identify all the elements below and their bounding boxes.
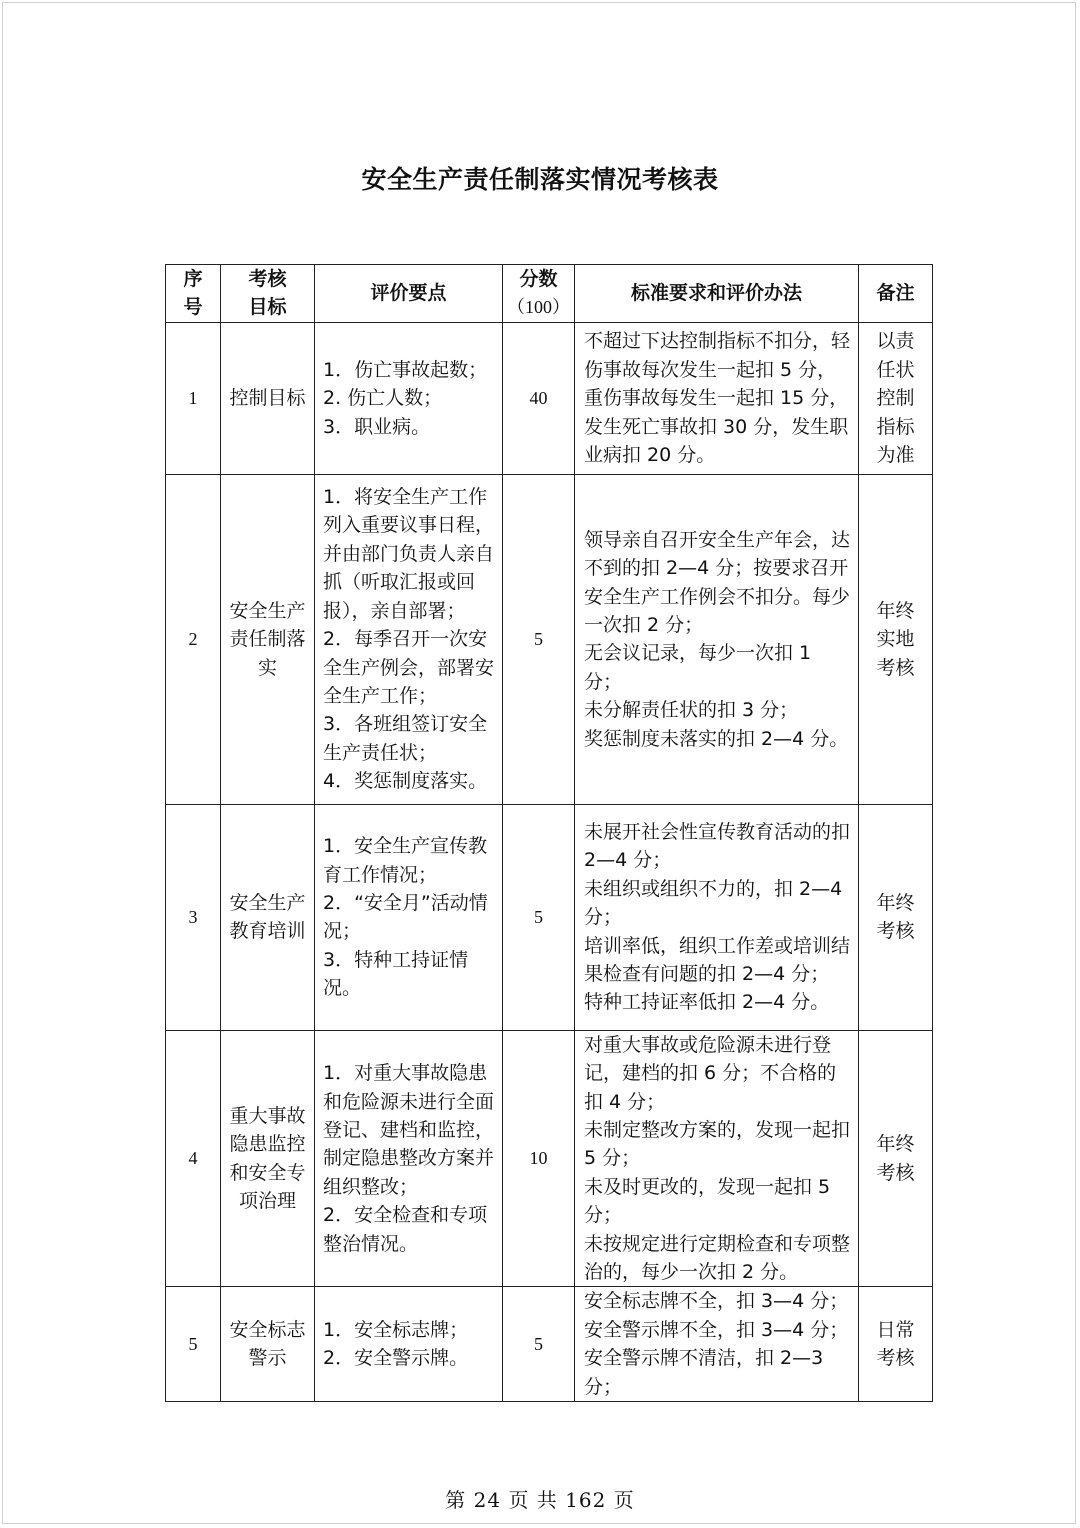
evaluation-point: 1．伤亡事故起数； bbox=[323, 358, 488, 381]
standard-item: 未组织或组织不力的，扣 2—4 分； bbox=[584, 877, 849, 929]
row-evaluation-points bbox=[315, 474, 503, 804]
row-evaluation-points bbox=[315, 804, 503, 1030]
standard-item: 培训率低，组织工作差或培训结果检查有问题的扣 2—4 分； bbox=[584, 934, 851, 985]
evaluation-point: 1．安全标志牌； bbox=[323, 1318, 469, 1341]
evaluation-point: 4．奖惩制度落实。 bbox=[323, 770, 488, 793]
row-number: 2 bbox=[166, 474, 221, 804]
row-evaluation-points bbox=[315, 1030, 503, 1287]
header-note: 备注 bbox=[859, 265, 933, 323]
table-row bbox=[166, 322, 933, 474]
standard-item: 未展开社会性宣传教育活动的扣 2—4 分； bbox=[584, 820, 857, 872]
evaluation-point: 1．安全生产宣传教育工作情况； bbox=[323, 835, 488, 886]
header-no: 序 号 bbox=[166, 265, 221, 323]
row-score: 5 bbox=[503, 474, 575, 804]
row-score: 40 bbox=[503, 322, 575, 474]
standard-item: 安全警示牌不全，扣 3—4 分； bbox=[584, 1318, 849, 1341]
table-row bbox=[166, 474, 933, 804]
standard-item: 对重大事故或危险源未进行登记，建档的扣 6 分；不合格的扣 4 分； bbox=[584, 1033, 837, 1113]
standard-item: 未分解责任状的扣 3 分； bbox=[584, 699, 799, 722]
row-score: 5 bbox=[503, 1287, 575, 1402]
row-target: 重大事故隐患监控和安全专项治理 bbox=[221, 1030, 315, 1287]
standard-item: 特种工持证率低扣 2—4 分。 bbox=[584, 991, 830, 1014]
document-title: 安全生产责任制落实情况考核表 bbox=[361, 165, 719, 194]
header-score: 分数 （100） bbox=[503, 265, 575, 323]
row-number: 4 bbox=[166, 1030, 221, 1287]
standard-item: 未按规定进行定期检查和专项整治的，每少一次扣 2 分。 bbox=[584, 1232, 851, 1284]
row-standard bbox=[575, 1030, 859, 1287]
row-number: 5 bbox=[166, 1287, 221, 1402]
row-standard bbox=[575, 322, 859, 474]
standard-item: 无会议记录，每少一次扣 1 分； bbox=[584, 642, 818, 693]
standard-item: 奖惩制度未落实的扣 2—4 分。 bbox=[584, 727, 849, 750]
row-target: 控制目标 bbox=[221, 322, 315, 474]
evaluation-point: 2．“安全月”活动情况； bbox=[323, 891, 488, 943]
standard-item: 不超过下达控制指标不扣分，轻伤事故每次发生一起扣 5 分，重伤事故每发生一起扣 15 分，发生死亡事故扣 30 分，发生职业病扣 20 分。 bbox=[584, 330, 851, 466]
evaluation-point: 2. 伤亡人数； bbox=[323, 387, 443, 410]
table-row bbox=[166, 804, 933, 1030]
row-score: 5 bbox=[503, 804, 575, 1030]
row-note: 以责任状控制指标为准 bbox=[859, 322, 933, 474]
header-points: 评价要点 bbox=[315, 265, 503, 323]
evaluation-point: 3．特种工持证情况。 bbox=[323, 948, 469, 1000]
row-evaluation-points bbox=[315, 322, 503, 474]
standard-item: 领导亲自召开安全生产年会，达不到的扣 2—4 分；按要求召开安全生产工作例会不扣分。每少一次扣 2 分； bbox=[584, 528, 851, 636]
standard-item: 未及时更改的，发现一起扣 5 分； bbox=[584, 1175, 837, 1227]
evaluation-point: 2．安全警示牌。 bbox=[323, 1347, 469, 1370]
row-note: 年终考核 bbox=[859, 1030, 933, 1287]
row-note: 日常考核 bbox=[859, 1287, 933, 1402]
evaluation-point: 3．职业病。 bbox=[323, 415, 431, 438]
standard-item: 未制定整改方案的，发现一起扣 5 分； bbox=[584, 1119, 857, 1170]
row-note: 年终考核 bbox=[859, 804, 933, 1030]
table-row bbox=[166, 1030, 933, 1287]
table-row bbox=[166, 1287, 933, 1402]
standard-item: 安全标志牌不全，扣 3—4 分； bbox=[584, 1290, 849, 1313]
row-evaluation-points bbox=[315, 1287, 503, 1402]
header-standard: 标准要求和评价办法 bbox=[575, 265, 859, 323]
evaluation-point: 2．安全检查和专项整治情况。 bbox=[323, 1204, 488, 1255]
table-header-row bbox=[166, 265, 933, 323]
row-score: 10 bbox=[503, 1030, 575, 1287]
header-target: 考核 目标 bbox=[221, 265, 315, 323]
page-footer: 第 24 页 共 162 页 bbox=[445, 1488, 635, 1512]
row-target: 安全生产教育培训 bbox=[221, 804, 315, 1030]
assessment-table bbox=[165, 264, 933, 1402]
row-number: 1 bbox=[166, 322, 221, 474]
standard-item: 安全警示牌不清洁，扣 2—3 分； bbox=[584, 1347, 830, 1398]
row-standard bbox=[575, 804, 859, 1030]
row-target: 安全生产责任制落实 bbox=[221, 474, 315, 804]
row-standard bbox=[575, 474, 859, 804]
evaluation-point: 1．将安全生产工作列入重要议事日程，并由部门负责人亲自抓（听取汇报或回报），亲自部署； bbox=[323, 486, 495, 622]
evaluation-point: 2．每季召开一次安全生产例会，部署安全生产工作； bbox=[323, 628, 495, 707]
row-standard bbox=[575, 1287, 859, 1402]
evaluation-point: 1．对重大事故隐患和危险源未进行全面登记、建档和监控，制定隐患整改方案并组织整改； bbox=[323, 1062, 495, 1198]
row-target: 安全标志警示 bbox=[221, 1287, 315, 1402]
row-number: 3 bbox=[166, 804, 221, 1030]
row-note: 年终实地考核 bbox=[859, 474, 933, 804]
evaluation-point: 3．各班组签订安全生产责任状； bbox=[323, 713, 488, 764]
